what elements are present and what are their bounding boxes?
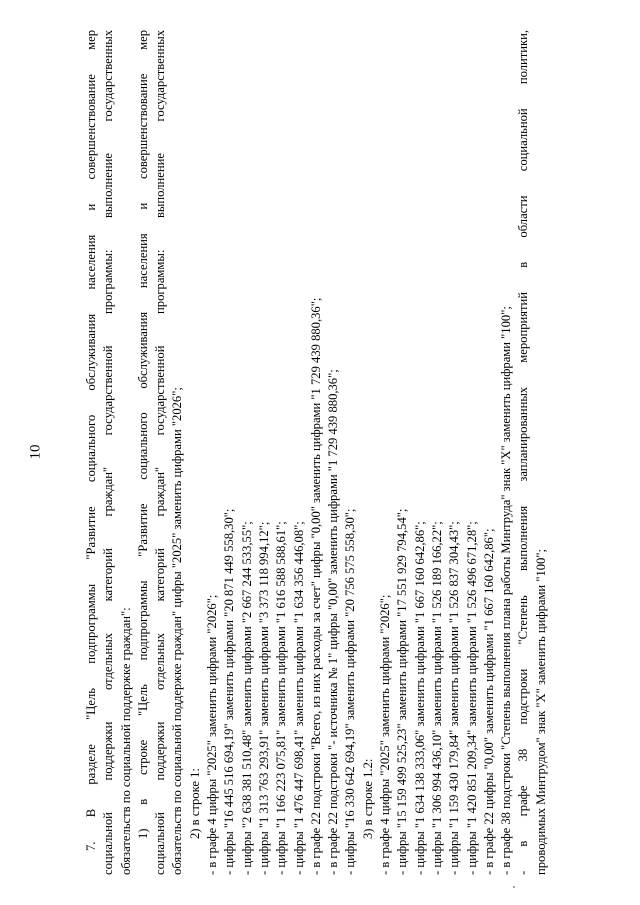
paragraph-line: социальной поддержки отдельных категорий граждан" государственной программы: выполнение государственных: [101, 30, 116, 875]
list-item: - в графе 38 подстроки "Степень выполнения плана работы Минтруда" знак "X" заменить цифрами "100";: [499, 306, 514, 875]
list-item: - цифры "1 420 851 209,34" заменить цифрами "1 526 496 671,28";: [464, 521, 479, 875]
list-item: - в графе 38 подстроки "Степень выполнения запланированных мероприятий в области социальной политики,: [516, 30, 531, 875]
list-item: - цифры "1 313 763 293,91" заменить цифрами "3 373 118 994,12";: [256, 521, 271, 875]
list-item: - в графе 22 подстроки "- источника № 1" цифры "0,00" заменить цифрами "1 729 439 880,36";: [326, 369, 341, 875]
list-item: - в графе 4 цифры "2025" заменить цифрами "2026";: [378, 594, 393, 875]
document-body: [83, 30, 550, 875]
page-number: 10: [27, 444, 44, 460]
list-item: - в графе 4 цифры "2025" заменить цифрами "2026";: [205, 594, 220, 875]
list-item: - цифры "16 445 516 694,19" заменить цифрами "20 871 449 558,30";: [222, 508, 237, 875]
list-item: - цифры "2 638 381 510,48" заменить цифрами "2 667 244 533,55";: [239, 521, 254, 875]
list-item: - цифры "1 159 430 179,84" заменить цифрами "1 526 837 304,43";: [447, 521, 462, 875]
paragraph-line: социальной поддержки отдельных категорий граждан" государственной программы: выполнение государственных: [153, 30, 168, 875]
list-item: - цифры "1 166 223 075,81" заменить цифрами "1 616 588 588,61";: [274, 521, 289, 875]
paragraph-line: 7. В разделе "Цель подпрограммы "Развитие социального обслуживания населения и совершенствование мер: [84, 30, 98, 851]
list-item: - в графе 22 подстроки "Всего, из них расходы за счет" цифры "0,00" заменить цифрами "1 729 439 880,36";: [308, 297, 323, 875]
scan-speck: [513, 886, 515, 888]
paragraph-line: 1) в строке "Цель подпрограммы "Развитие социального обслуживания населения и совершенствование мер: [135, 30, 150, 839]
list-item: - цифры "1 476 447 698,41" заменить цифрами "1 634 356 446,08";: [291, 521, 306, 875]
list-item: проводимых Минтрудом" знак "X" заменить цифрами "100";: [533, 549, 548, 875]
list-item: - цифры "15 159 499 525,23" заменить цифрами "17 551 929 794,54";: [395, 508, 410, 875]
list-item: - цифры "1 634 138 333,06" заменить цифрами "1 667 160 642,86";: [412, 521, 427, 875]
paragraph-line: обязательств по социальной поддержке граждан":: [118, 607, 133, 875]
paragraph-line: обязательств по социальной поддержке граждан" цифры "2025" заменить цифрами "2026";: [170, 387, 185, 875]
list-item: - цифры "16 330 642 694,19" заменить цифрами "20 756 575 558,30";: [343, 508, 358, 875]
list-item: - цифры "1 306 994 436,10" заменить цифрами "1 526 189 166,22";: [429, 521, 444, 875]
list-item: - в графе 22 цифры "0,00" заменить цифрами "1 667 160 642,86";: [481, 528, 496, 875]
list-item: 2) в строке 1:: [187, 768, 202, 839]
list-item: 3) в строке 1.2:: [360, 758, 375, 839]
